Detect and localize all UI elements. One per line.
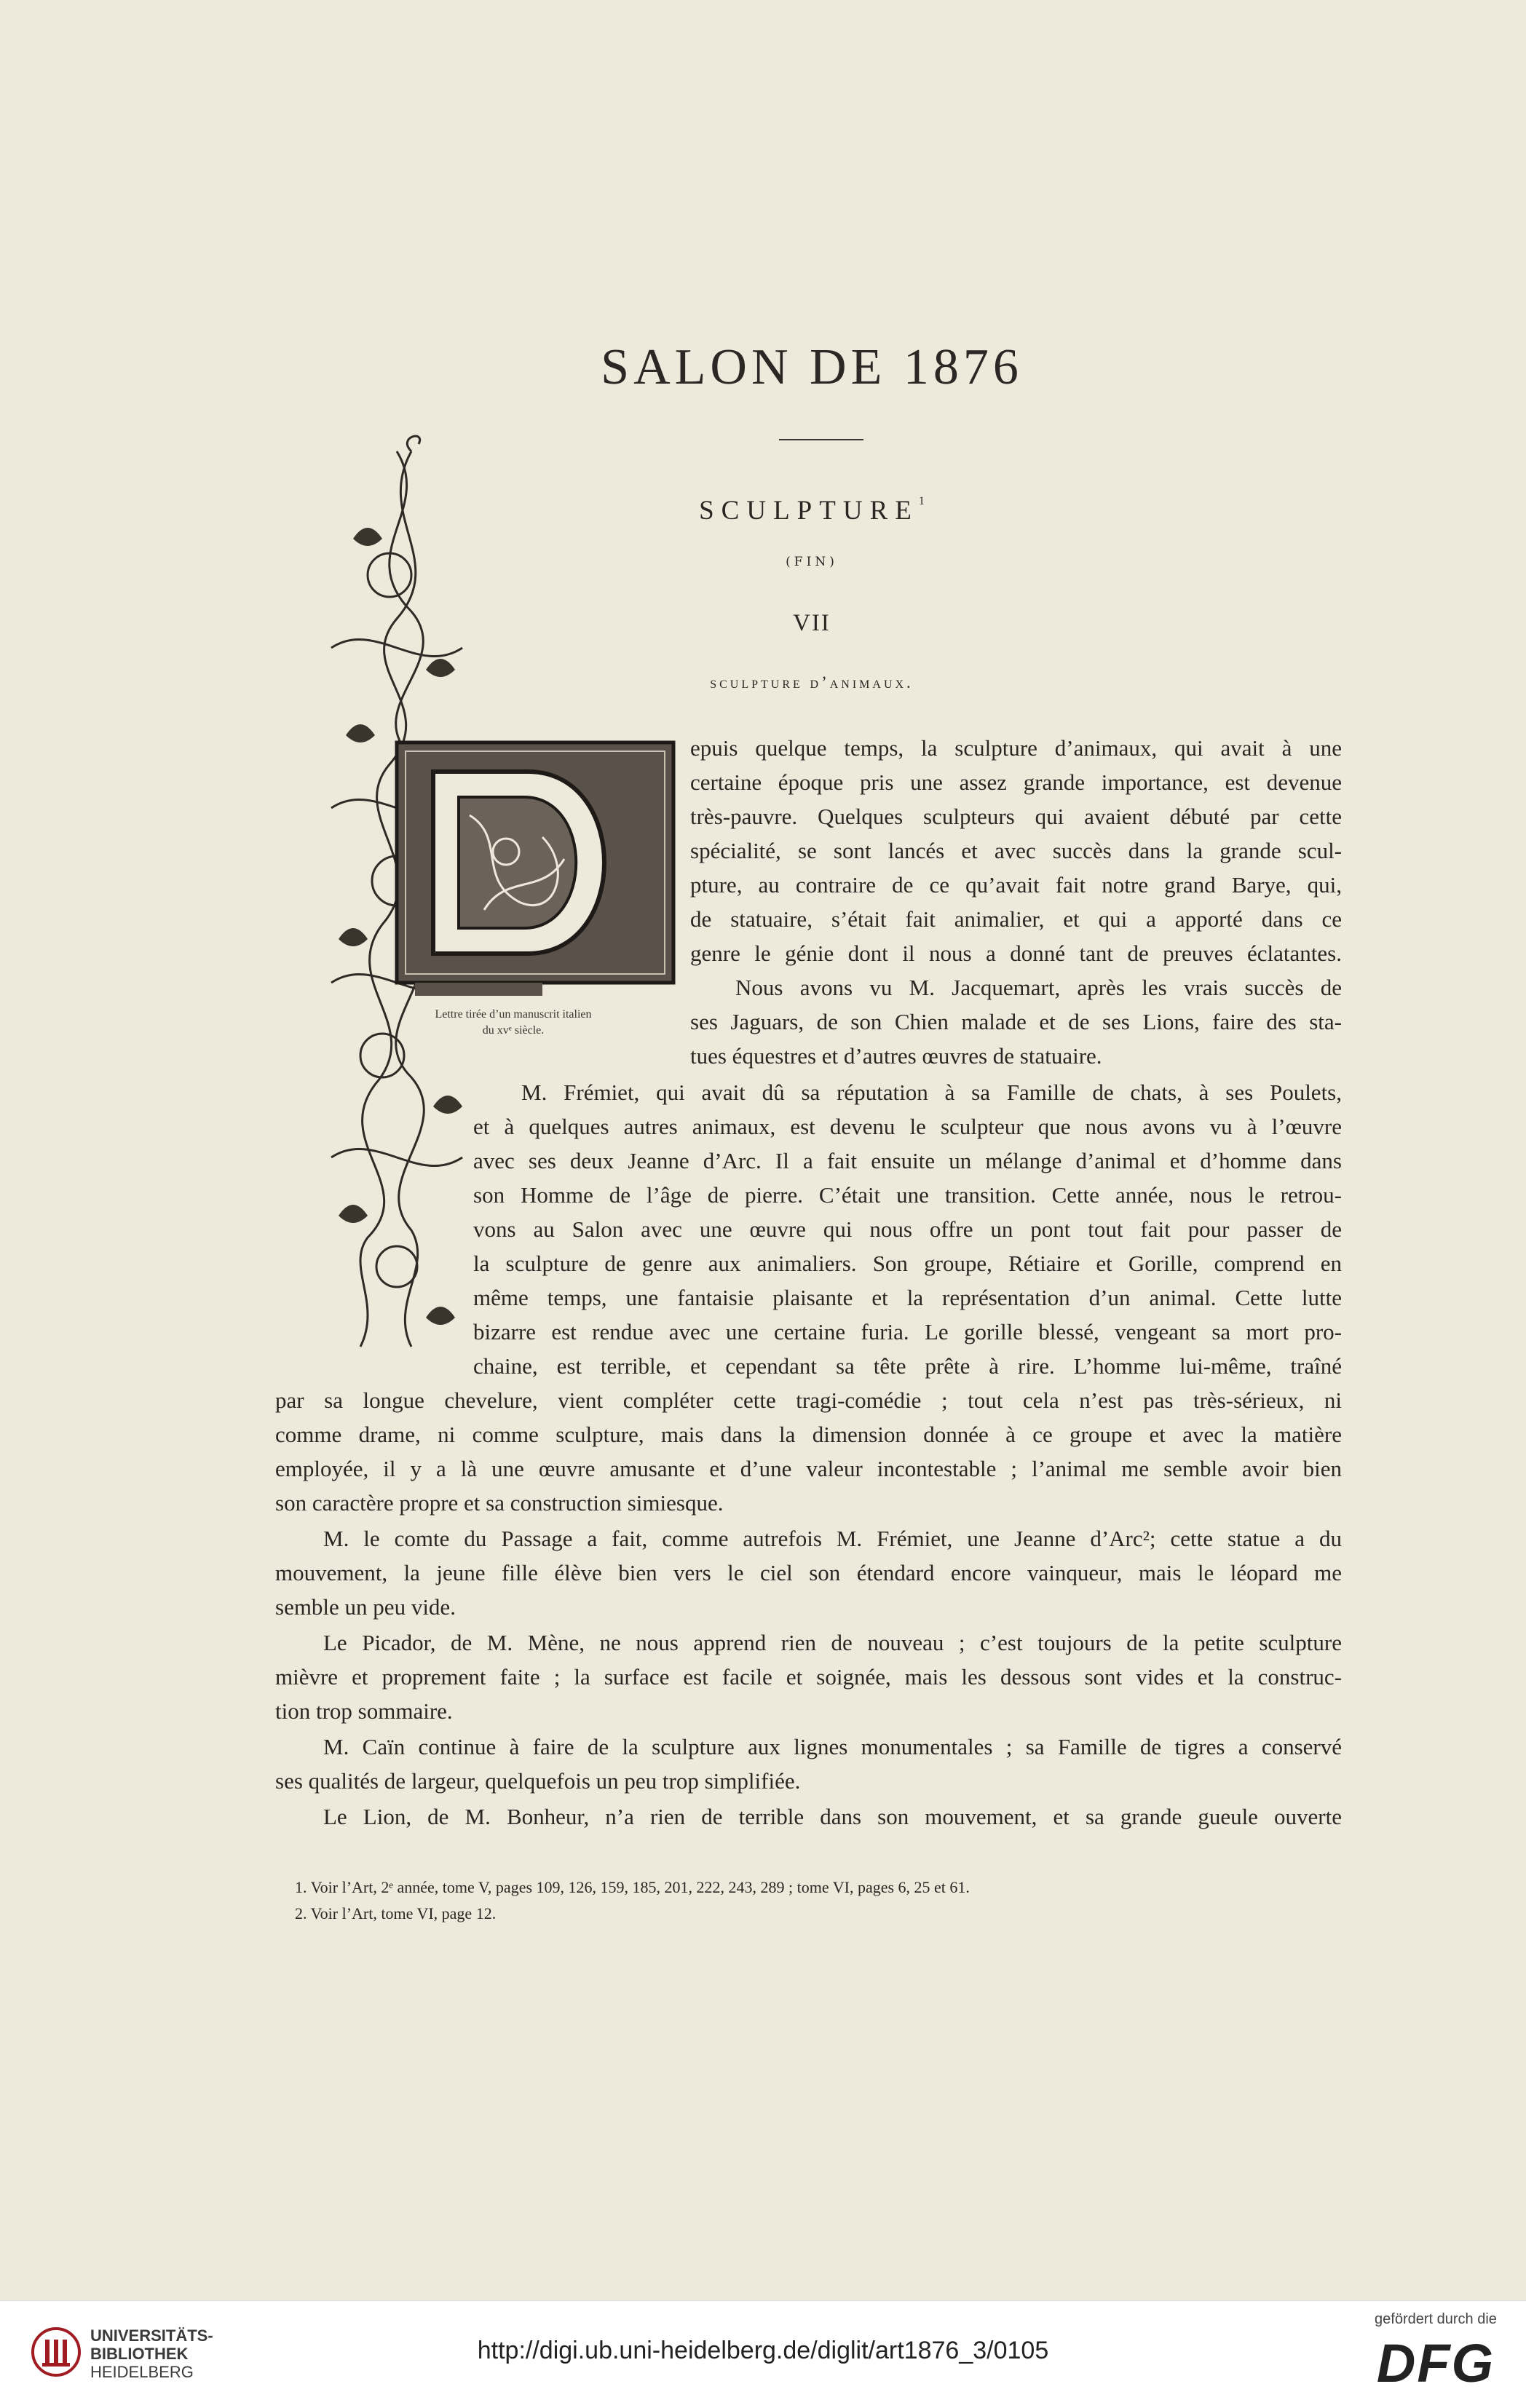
- library-name-line: BIBLIOTHEK: [90, 2345, 189, 2363]
- section-subtitle: (FIN): [786, 555, 838, 569]
- caption-line: Lettre tirée d’un manuscrit italien: [435, 1008, 592, 1021]
- text-line: de statuaire, s’était fait animalier, et qui a apporté dans ce: [690, 906, 1342, 932]
- text-line: son Homme de l’âge de pierre. C’était une transition. Cette année, nous le retrou-: [473, 1182, 1342, 1208]
- text-line: son caractère propre et sa construction simiesque.: [275, 1490, 724, 1516]
- text-line: la sculpture de genre aux animaliers. Son groupe, Rétiaire et Gorille, comprend en: [473, 1251, 1342, 1276]
- text-line: chaine, est terrible, et cependant sa tête prête à rire. L’homme lui-même, traîné: [473, 1353, 1342, 1379]
- footnote: 1. Voir l’Art, 2ᵉ année, tome V, pages 109, 126, 159, 185, 201, 222, 243, 289 ; tome VI, pages 6, 25 et 61.: [295, 1878, 970, 1896]
- chapter-number: VII: [793, 610, 831, 636]
- funded-by-label: gefördert durch die: [1375, 2311, 1497, 2327]
- text-line: [690, 735, 1342, 761]
- text-line: spécialité, se sont lancés et avec succès dans la grande scul-: [690, 838, 1342, 863]
- section-heading: [0, 495, 1526, 526]
- text-line: ses qualités de largeur, quelquefois un peu trop simplifiée.: [275, 1768, 801, 1794]
- document-url[interactable]: http://digi.ub.uni-heidelberg.de/diglit/art1876_3/0105: [477, 2337, 1049, 2364]
- text-line: mièvre et proprement faite ; la surface est facile et soignée, mais les dessous sont vides et la construc-: [275, 1664, 1342, 1690]
- text-line: avec ses deux Jeanne d’Arc. Il a fait ensuite un mélange d’animal et d’homme dans: [473, 1148, 1342, 1173]
- illustration-caption: [408, 1007, 619, 1039]
- text-line: employée, il y a là une œuvre amusante et d’une valeur incontestable ; l’animal me semble avoir bien: [275, 1456, 1342, 1481]
- text-line: ses Jaguars, de son Chien malade et de ses Lions, faire des sta-: [690, 1009, 1342, 1034]
- text-line: tues équestres et d’autres œuvres de statuaire.: [690, 1043, 1102, 1069]
- caption-line: du xvᵉ siècle.: [482, 1024, 545, 1037]
- title-divider: [779, 439, 863, 440]
- text-line: vons au Salon avec une œuvre qui nous offre un pont tout fait pour passer de: [473, 1216, 1342, 1242]
- text-line: tion trop sommaire.: [275, 1698, 453, 1724]
- text-line: mouvement, la jeune fille élève bien vers le ciel son étendard encore vainqueur, mais le léopard me: [275, 1560, 1342, 1585]
- page-title: SALON DE 1876: [601, 339, 1023, 395]
- text-line: M. Caïn continue à faire de la sculpture aux lignes monumentales ; sa Famille de tigres a conservé: [323, 1734, 1342, 1759]
- text-line: bizarre est rendue avec une certaine furia. Le gorille blessé, vengeant sa mort pro-: [473, 1319, 1342, 1344]
- text-line: très-pauvre. Quelques sculpteurs qui avaient débuté par cette: [690, 804, 1342, 829]
- text-line: Le Lion, de M. Bonheur, n’a rien de terrible dans son mouvement, et sa grande gueule ouverte: [323, 1804, 1342, 1829]
- footnote-ref-1: 1: [918, 495, 925, 507]
- text-line: même temps, une fantaisie plaisante et la représentation d’un animal. Cette lutte: [473, 1285, 1342, 1310]
- footnote: 2. Voir l’Art, tome VI, page 12.: [295, 1904, 497, 1922]
- chapter-title: sculpture d’animaux.: [710, 673, 914, 692]
- dfg-logo: DFG: [1376, 2333, 1495, 2393]
- text-line: genre le génie dont il nous a donné tant de preuves éclatantes.: [690, 940, 1342, 966]
- text-line: certaine époque pris une assez grande importance, est devenue: [690, 769, 1342, 795]
- section-heading-text: SCULPTURE: [699, 496, 919, 526]
- text-line: pture, au contraire de ce qu’avait fait notre grand Barye, qui,: [690, 872, 1342, 898]
- text-line-content: epuis quelque temps, la sculpture d’animaux, qui avait à une: [690, 735, 1342, 761]
- text-line: M. le comte du Passage a fait, comme autrefois M. Frémiet, une Jeanne d’Arc²; cette statue a du: [323, 1526, 1342, 1551]
- text-line: comme drame, ni comme sculpture, mais dans la dimension donnée à ce groupe et avec la matière: [275, 1422, 1342, 1447]
- text-line: par sa longue chevelure, vient compléter cette tragi-comédie ; tout cela n’est pas très-sérieux, ni: [275, 1387, 1342, 1413]
- library-name-line: HEIDELBERG: [90, 2363, 194, 2381]
- library-name-line: UNIVERSITÄTS-: [90, 2326, 213, 2345]
- text-line: semble un peu vide.: [275, 1594, 456, 1620]
- footnotes: [295, 1878, 1314, 1930]
- text-line: Nous avons vu M. Jacquemart, après les vrais succès de: [735, 975, 1342, 1000]
- text-line: et à quelques autres animaux, est devenu le sculpteur que nous avons vu à l’œuvre: [473, 1114, 1342, 1139]
- text-line: Le Picador, de M. Mène, ne nous apprend rien de nouveau ; c’est toujours de la petite sculpture: [323, 1630, 1342, 1655]
- text-line: M. Frémiet, qui avait dû sa réputation à sa Famille de chats, à ses Poulets,: [521, 1080, 1342, 1105]
